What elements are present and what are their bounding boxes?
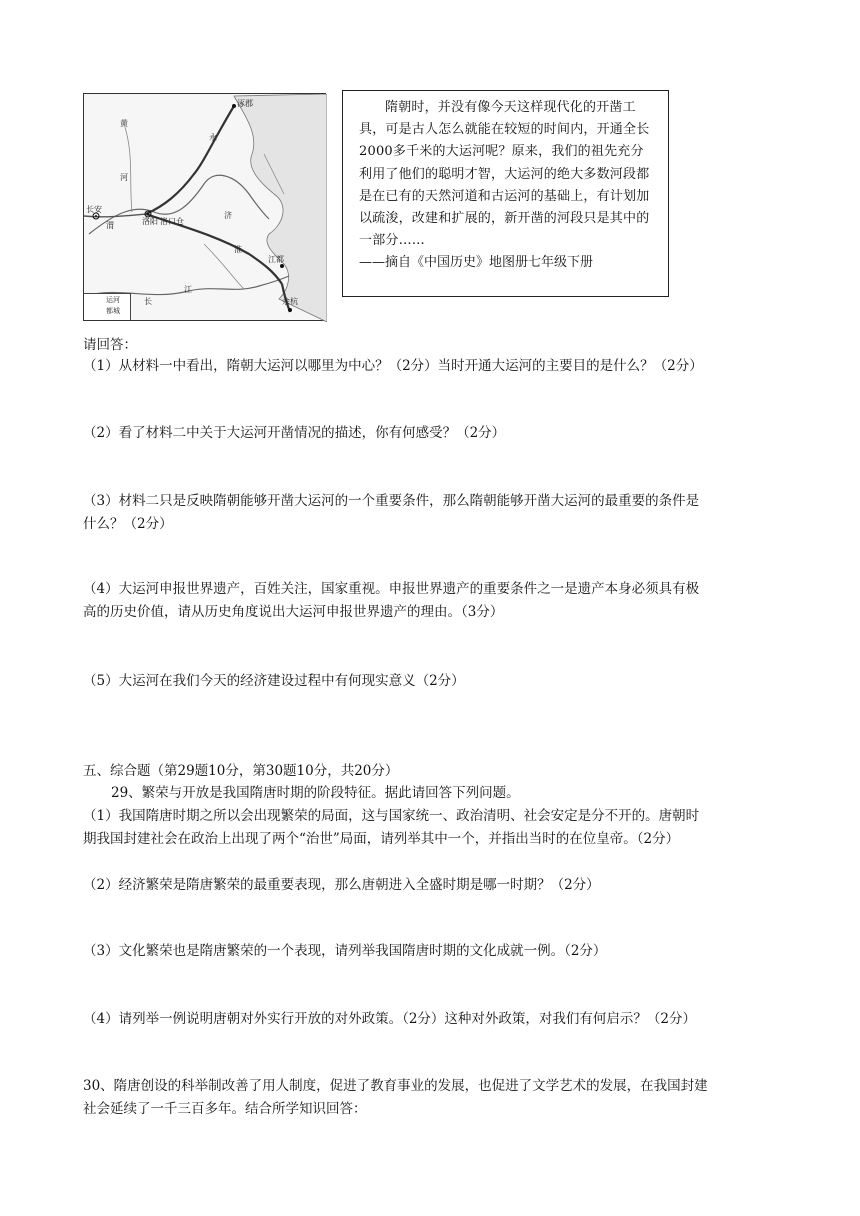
map-label-changan: 长安 [86,205,102,214]
question-4-line-1: （4）大运河申报世界遗产，百姓关注，国家重视。申报世界遗产的重要条件之一是遗产本身必须具有极 [83,581,700,597]
map-label-luoyang: 洛阳 [142,217,158,226]
question-29-2: （2）经济繁荣是隋唐繁荣的最重要表现，那么唐朝进入全盛时期是哪一时期？（2分） [83,877,600,893]
map-label-luokou: 洛口仓 [160,217,184,226]
question-29-4: （4）请列举一例说明唐朝对外实行开放的对外政策。（2分）这种对外政策，对我们有何启示？（2分） [83,1011,697,1027]
map-label-yuhang: 余杭 [282,297,298,306]
map-label-jiangdu: 江都 [268,255,284,264]
question-30-line-1: 30、隋唐创设的科举制改善了用人制度，促进了教育事业的发展，也促进了文学艺术的发展，在我国封建 [83,1078,708,1094]
map-label-river-he: 河 [120,173,128,182]
question-4-line-2: 高的历史价值，请从历史角度说出大运河申报世界遗产的理由。（3分） [83,604,504,620]
question-1: （1）从材料一中看出，隋朝大运河以哪里为中心？（2分）当时开通大运河的主要目的是什么？（2分） [83,358,703,374]
question-29-intro: 29、繁荣与开放是我国隋唐时期的阶段特征。据此请回答下列问题。 [111,785,520,801]
map-label-river-jiang-2: 江 [184,285,192,294]
map-label-zhuojun: 涿郡 [237,99,253,108]
map-label-river-huai: 淮 [234,245,242,254]
question-29-3: （3）文化繁荣也是隋唐繁荣的一个表现，请列举我国隋唐时期的文化成就一例。（2分） [83,943,607,959]
question-3-line-2: 什么？（2分） [83,516,173,532]
material-source: ——摘自《中国历史》地图册七年级下册 [359,255,594,271]
legend-canal: 运河 [106,296,120,304]
map-label-river-ji: 济 [224,211,232,220]
material-text: 隋朝时，并没有像今天这样现代化的开凿工具，可是古人怎么就能在较短的时间内，开通全长2000多千米的大运河呢？原来，我们的祖先充分利用了他们的聪明才智，大运河的绝大多数河段都是在已有的天然河道和古运河的基础上，有计划加以疏浚，改建和扩展的，新开凿的河段只是其中的一部分…… [359,100,650,249]
legend-city: 都城 [106,307,120,315]
map-label-river-jiang-1: 长 [144,297,152,306]
map-label-river-yong: 永 [209,133,217,142]
question-29-1-line-2: 期我国封建社会在政治上出现了两个“治世”局面，请列举其中一个，并指出当时的在位皇帝。（2分） [83,831,680,847]
question-2: （2）看了材料二中关于大运河开凿情况的描述，你有何感受？（2分） [83,425,506,441]
map-label-river-wei: 渭 [106,221,114,230]
map-drawing [84,94,327,322]
material-two-box [342,90,669,297]
section-5-heading: 五、综合题（第29题10分，第30题10分，共20分） [83,763,399,779]
map-label-river-huang: 黄 [120,119,128,128]
map-legend [84,293,131,320]
question-29-1-line-1: （1）我国隋唐时期之所以会出现繁荣的局面，这与国家统一、政治清明、社会安定是分不开的。唐朝时 [83,808,700,824]
answer-prompt: 请回答： [83,337,137,353]
question-5: （5）大运河在我们今天的经济建设过程中有何现实意义（2分） [83,673,465,689]
grand-canal-map [83,93,326,321]
question-30-line-2: 社会延续了一千三百多年。结合所学知识回答： [83,1101,367,1117]
question-3-line-1: （3）材料二只是反映隋朝能够开凿大运河的一个重要条件，那么隋朝能够开凿大运河的最重要的条件是 [83,493,700,509]
